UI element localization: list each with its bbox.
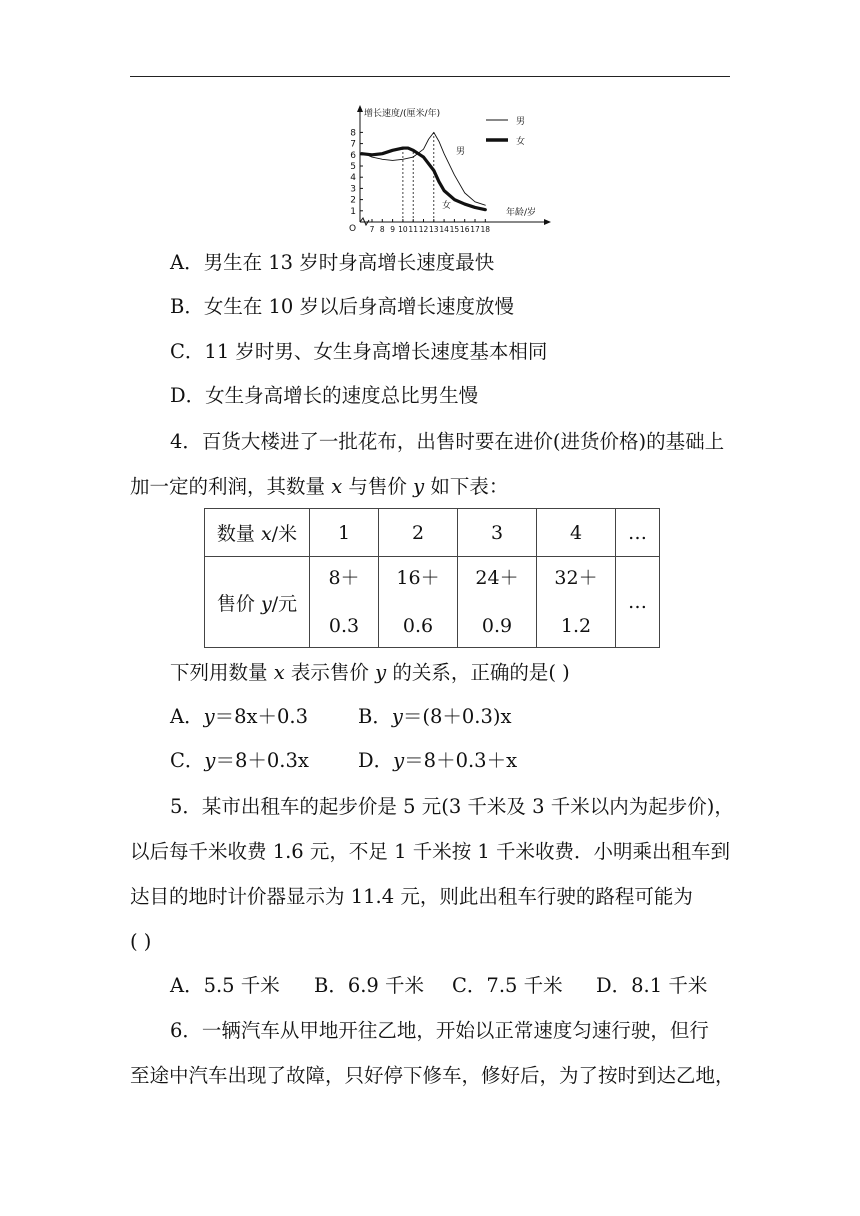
- male-curve-label: 男: [456, 147, 466, 157]
- q3-option-c: C．11 岁时男、女生身高增长速度基本相同: [170, 340, 548, 363]
- price-table: [204, 508, 660, 648]
- q5-text-line4: ( ): [130, 930, 152, 953]
- table-cell: 3: [458, 509, 537, 557]
- table-header-quantity: 数量 x/米: [205, 509, 310, 557]
- growth-rate-chart: [336, 102, 566, 234]
- table-row-price: [205, 557, 660, 648]
- x-tick-label: 9: [390, 225, 395, 234]
- female-series-line: [362, 148, 486, 210]
- q3-option-d: D．女生身高增长的速度总比男生慢: [170, 384, 479, 407]
- q4-option-c: C．y＝8＋0.3x: [170, 749, 309, 772]
- q5-option-c: C．7.5 千米: [452, 974, 563, 997]
- y-tick-label: 4: [350, 173, 356, 184]
- y-axis-arrow: [357, 105, 363, 112]
- y-tick-label: 8: [350, 128, 356, 139]
- x-tick-label: 8: [379, 225, 385, 234]
- q4-text-line2: 加一定的利润，其数量 x 与售价 y 如下表：: [130, 475, 509, 498]
- x-tick-label: 12: [418, 225, 429, 234]
- origin-label: O: [349, 224, 357, 234]
- x-tick-label: 17: [470, 225, 480, 234]
- q3-option-a: A．男生在 13 岁时身高增长速度最快: [170, 251, 495, 274]
- q4-question: 下列用数量 x 表示售价 y 的关系，正确的是( ): [170, 661, 570, 684]
- q3-option-b: B．女生在 10 岁以后身高增长速度放慢: [170, 295, 515, 318]
- x-tick-label: 15: [449, 225, 460, 234]
- legend-male-label: 男: [516, 117, 526, 127]
- q6-text-line1: 6．一辆汽车从甲地开往乙地，开始以正常速度匀速行驶，但行: [170, 1019, 709, 1042]
- y-tick-label: 3: [350, 184, 356, 195]
- x-tick-label: 11: [408, 225, 418, 234]
- q5-text-line3: 达目的地时计价器显示为 11.4 元，则此出租车行驶的路程可能为: [130, 885, 693, 908]
- x-axis-label: 年龄/岁: [506, 208, 537, 218]
- male-series-line: [362, 132, 486, 205]
- x-tick-label: 14: [439, 225, 449, 234]
- y-tick-label: 2: [350, 195, 356, 206]
- female-curve-label: 女: [442, 201, 452, 211]
- x-tick-label: 13: [429, 225, 439, 234]
- q4-option-a: A．y＝8x＋0.3: [170, 705, 309, 728]
- q4-option-b: B．y＝(8＋0.3)x: [358, 705, 512, 728]
- q5-option-d: D．8.1 千米: [596, 974, 708, 997]
- table-cell: 32＋ 1.2: [537, 557, 616, 648]
- q5-text-line2: 以后每千米收费 1.6 元，不足 1 千米按 1 千米收费．小明乘出租车到: [130, 840, 731, 863]
- x-tick-label: 10: [398, 225, 408, 234]
- x-tick-label: 16: [459, 225, 470, 234]
- table-header-price: 售价 y/元: [205, 557, 310, 648]
- y-axis-label: 增长速度/(厘米/年): [364, 109, 441, 119]
- table-cell: 2: [379, 509, 458, 557]
- q4-text-line1: 4．百货大楼进了一批花布，出售时要在进价(进货价格)的基础上: [170, 430, 725, 453]
- q5-option-b: B．6.9 千米: [314, 974, 425, 997]
- header-rule: [130, 76, 730, 77]
- table-cell: 24＋ 0.9: [458, 557, 537, 648]
- x-axis-arrow: [544, 219, 551, 225]
- table-cell: 4: [537, 509, 616, 557]
- table-row-quantity: [205, 509, 660, 557]
- x-tick-label: 7: [369, 225, 375, 234]
- legend-female-label: 女: [516, 137, 526, 147]
- table-cell-ellipsis: …: [616, 557, 660, 648]
- y-tick-label: 1: [350, 206, 356, 217]
- table-cell: 1: [310, 509, 379, 557]
- table-cell: 8＋ 0.3: [310, 557, 379, 648]
- table-cell: 16＋ 0.6: [379, 557, 458, 648]
- y-tick-label: 7: [350, 139, 356, 150]
- q5-option-a: A．5.5 千米: [170, 974, 280, 997]
- table-cell-ellipsis: …: [616, 509, 660, 557]
- q4-option-d: D．y＝8＋0.3＋x: [358, 749, 518, 772]
- y-tick-label: 6: [350, 150, 356, 161]
- x-tick-label: 18: [480, 225, 491, 234]
- q5-text-line1: 5．某市出租车的起步价是 5 元(3 千米及 3 千米以内为起步价)，: [170, 795, 734, 818]
- y-tick-label: 5: [350, 162, 356, 172]
- q6-text-line2: 至途中汽车出现了故障，只好停下修车，修好后，为了按时到达乙地，: [130, 1064, 735, 1087]
